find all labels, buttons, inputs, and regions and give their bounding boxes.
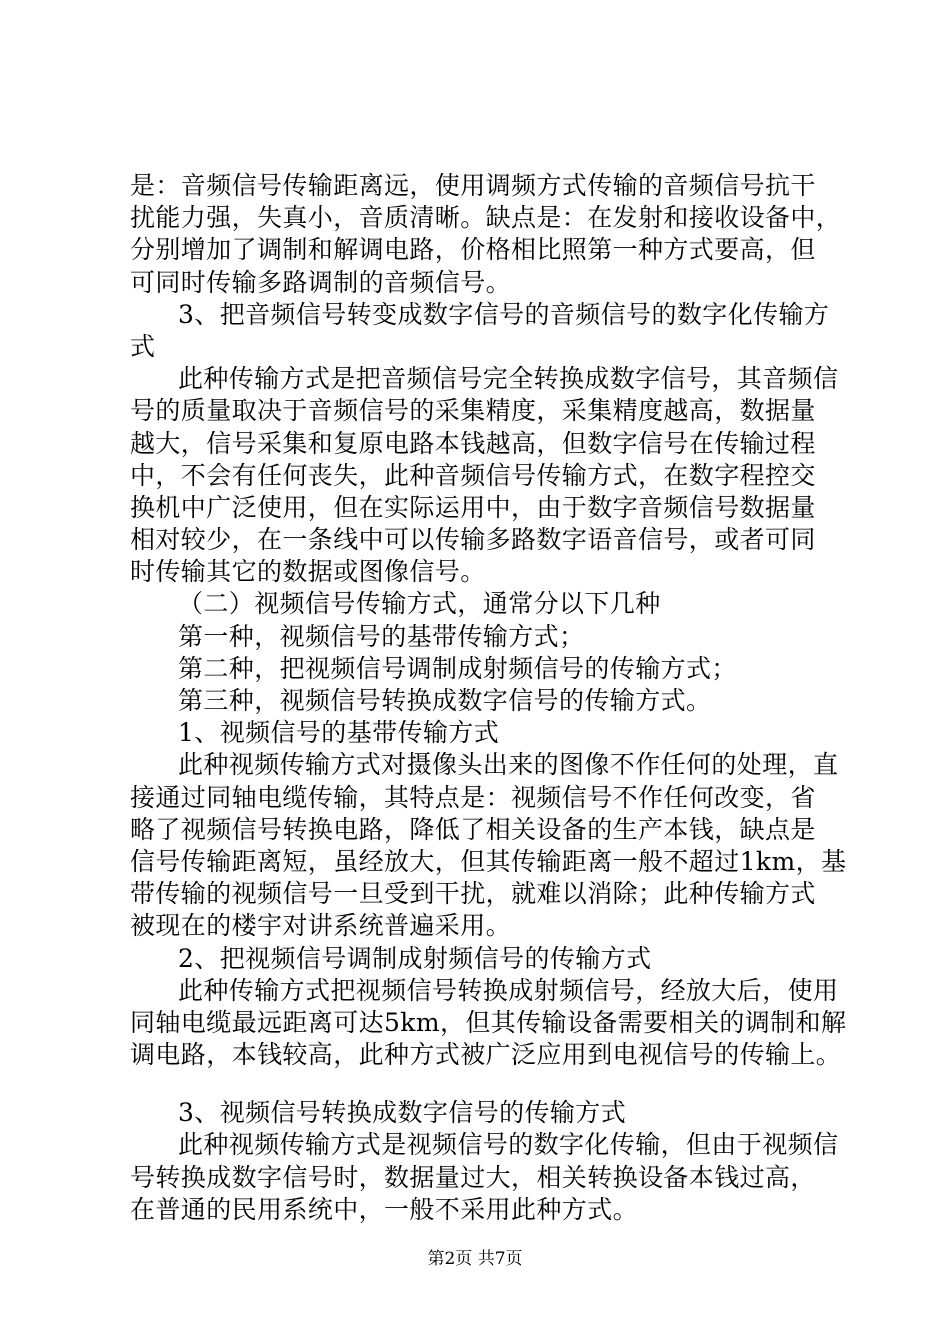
body-line: 调电路，本钱较高，此种方式被广泛应用到电视信号的传输上。 (130, 1040, 842, 1070)
section-heading-baseband: 1、视频信号的基带传输方式 (178, 718, 500, 748)
paragraph-start: 此种视频传输方式是视频信号的数字化传输，但由于视频信 (178, 1130, 839, 1160)
body-line: 换机中广泛使用，但在实际运用中，由于数字音频信号数据量 (130, 492, 816, 522)
section-heading-rf: 2、把视频信号调制成射频信号的传输方式 (178, 943, 652, 973)
section-heading-video: （二）视频信号传输方式，通常分以下几种 (178, 589, 661, 619)
paragraph-start: 此种传输方式把视频信号转换成射频信号，经放大后，使用 (178, 975, 839, 1005)
body-line: 同轴电缆最远距离可达5km，但其传输设备需要相关的调制和解 (130, 1007, 847, 1037)
list-item: 第一种，视频信号的基带传输方式； (178, 621, 585, 651)
body-line: 在普通的民用系统中，一般不采用此种方式。 (130, 1194, 639, 1224)
body-line: 号的质量取决于音频信号的采集精度，采集精度越高，数据量 (130, 396, 816, 426)
body-line: 信号传输距离短，虽经放大，但其传输距离一般不超过1km，基 (130, 846, 847, 876)
paragraph-gap (130, 1071, 850, 1097)
document-body (130, 170, 850, 1226)
section-heading-video-digital: 3、视频信号转换成数字信号的传输方式 (178, 1098, 627, 1128)
body-line: 分别增加了调制和解调电路，价格相比照第一种方式要高，但 (130, 235, 816, 265)
body-line: 略了视频信号转换电路，降低了相关设备的生产本钱，缺点是 (130, 814, 816, 844)
body-line: 扰能力强，失真小，音质清晰。缺点是：在发射和接收设备中， (130, 203, 842, 233)
paragraph-start: 此种传输方式是把音频信号完全转换成数字信号，其音频信 (178, 364, 839, 394)
body-line: 越大，信号采集和复原电路本钱越高，但数字信号在传输过程 (130, 428, 816, 458)
body-line: 可同时传输多路调制的音频信号。 (130, 267, 512, 297)
page-number-footer: 第2页 共7页 (427, 1249, 523, 1269)
body-line: 号转换成数字信号时，数据量过大，相关转换设备本钱过高， (130, 1162, 816, 1192)
body-line: 是：音频信号传输距离远，使用调频方式传输的音频信号抗干 (130, 171, 816, 200)
body-line: 带传输的视频信号一旦受到干扰，就难以消除；此种传输方式 (130, 879, 816, 909)
body-line: 被现在的楼宇对讲系统普遍采用。 (130, 911, 512, 941)
body-line: 时传输其它的数据或图像信号。 (130, 557, 486, 587)
list-item: 第二种，把视频信号调制成射频信号的传输方式； (178, 653, 737, 683)
body-line: 中，不会有任何丧失，此种音频信号传输方式，在数字程控交 (130, 460, 816, 490)
body-line: 式 (130, 331, 156, 361)
body-line: 接通过同轴电缆传输，其特点是：视频信号不作任何改变，省 (130, 782, 816, 812)
list-item: 第三种，视频信号转换成数字信号的传输方式。 (178, 686, 712, 715)
body-line: 相对较少，在一条线中可以传输多路数字语音信号，或者可同 (130, 525, 816, 555)
paragraph-start: 此种视频传输方式对摄像头出来的图像不作任何的处理，直 (178, 750, 839, 780)
section-heading-audio-digital: 3、把音频信号转变成数字信号的音频信号的数字化传输方 (178, 299, 830, 329)
